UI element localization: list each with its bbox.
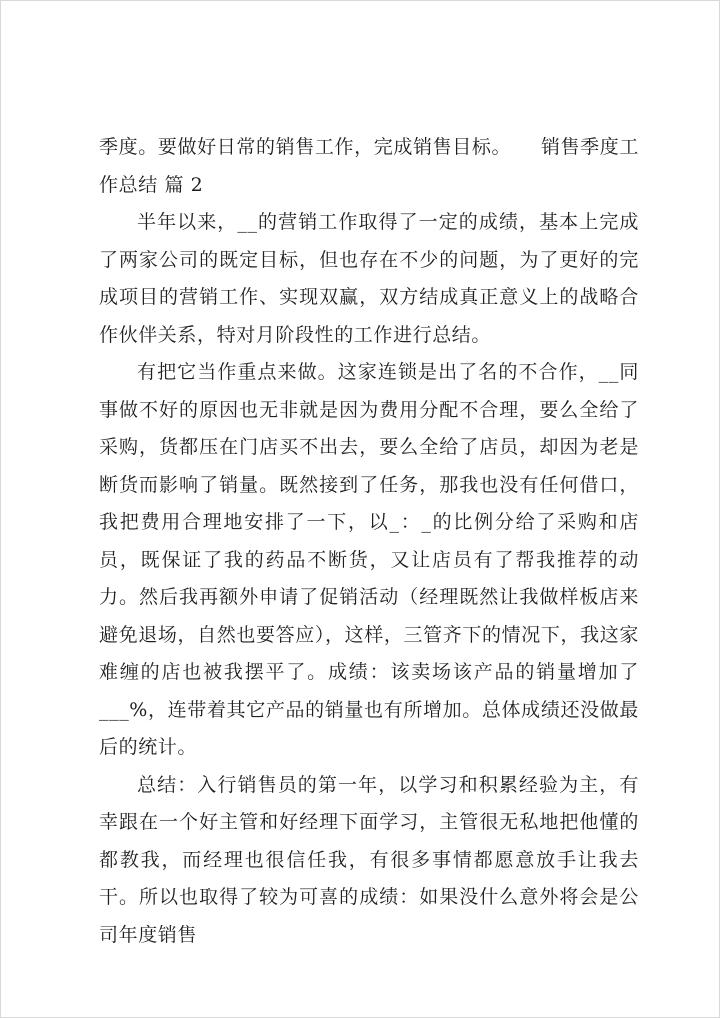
paragraph-continuation-heading: 季度。要做好日常的销售工作，完成销售目标。 销售季度工作总结 篇 2 [99, 136, 639, 196]
paragraph-summary: 总结：入行销售员的第一年，以学习和积累经验为主，有幸跟在一个好主管和好经理下面学习，主管很无私地把他懂的都教我，而经理也很信任我，有很多事情都愿意放手让我去干。所以也取得了较为可喜的成绩：如果没什么意外将会是公司年度销售 [99, 773, 639, 946]
paragraph-chain-store: 有把它当作重点来做。这家连锁是出了名的不合作，__同事做不好的原因也无非就是因为费用分配不合理，要么全给了采购，货都压在门店买不出去，要么全给了店员，却因为老是断货而影响了销量。既然接到了任务，那我也没有任何借口，我把费用合理地安排了一下，以_：_的比例分给了采购和店员，既保证了我的药品不断货，又让店员有了帮我推荐的动力。然后我再额外申请了促销活动（经理既然让我做样板店来避免退场，自然也要答应），这样，三管齐下的情况下，我这家难缠的店也被我摆平了。成绩：该卖场该产品的销量增加了___%，连带着其它产品的销量也有所增加。总体成绩还没做最后的统计。 [99, 361, 639, 758]
document-body [99, 129, 639, 954]
paragraph-intro: 半年以来，__的营销工作取得了一定的成绩，基本上完成了两家公司的既定目标，但也存在不少的问题，为了更好的完成项目的营销工作、实现双赢，双方结成真正意义上的战略合作伙伴关系，特对月阶段性的工作进行总结。 [99, 211, 639, 346]
